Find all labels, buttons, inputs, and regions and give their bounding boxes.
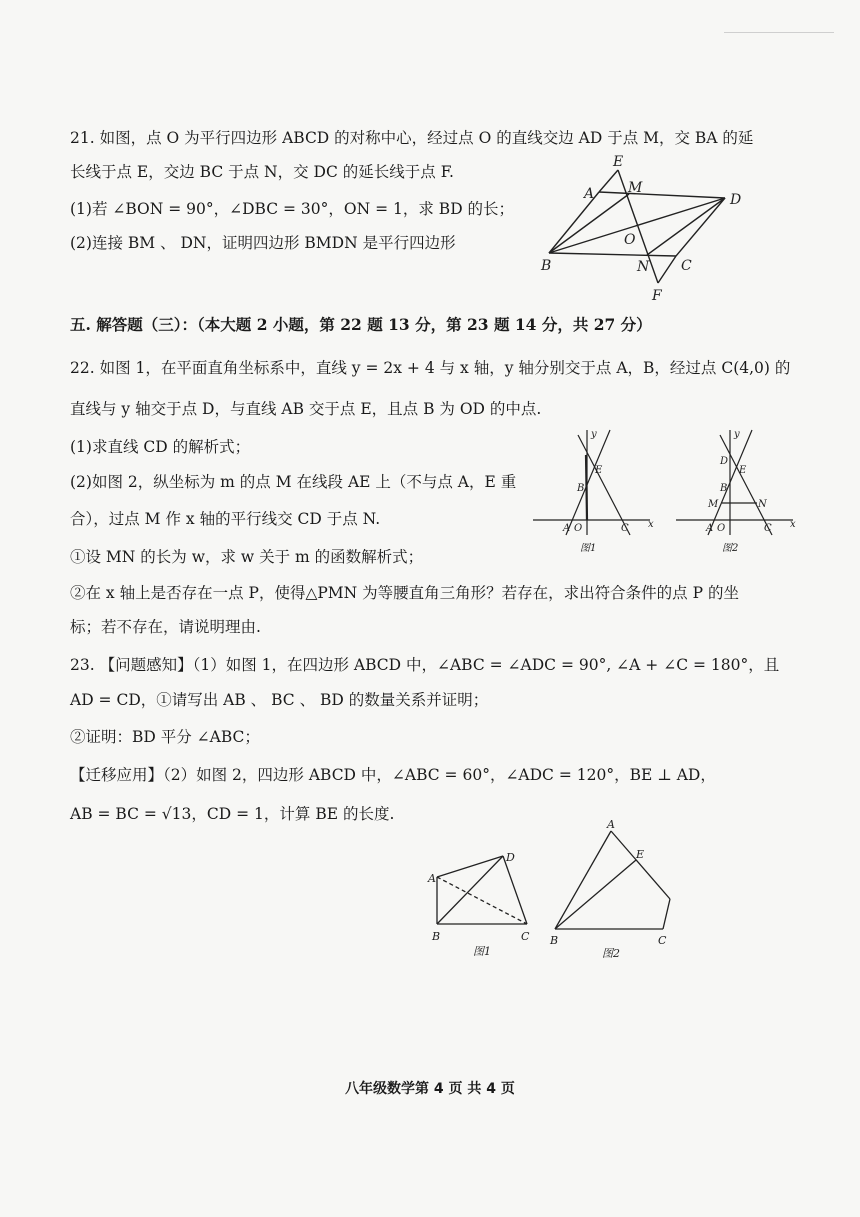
q21-part1: (1)若 ∠BON = 90°，∠DBC = 30°，ON = 1，求 BD 的长；: [70, 200, 515, 218]
scan-edge-mark: [724, 32, 834, 33]
q22f1-y: y: [591, 429, 597, 440]
q21-label-B: B: [541, 258, 552, 274]
q23-figure2: [545, 815, 690, 962]
q23f1-C: C: [521, 930, 530, 943]
q22-figure1: [528, 425, 658, 555]
q23f1-D: D: [506, 851, 515, 864]
q21-label-O: O: [624, 232, 636, 248]
q21-label-F: F: [652, 288, 662, 304]
q23f1-caption: 图1: [473, 945, 491, 958]
q22-line1: 22. 如图 1，在平面直角坐标系中，直线 y = 2x + 4 与 x 轴，y 轴分别交于点 A，B，经过点 C(4,0) 的: [70, 359, 791, 377]
q22f1-A: A: [563, 523, 571, 534]
q23-line1: 23. 【问题感知】（1）如图 1，在四边形 ABCD 中，∠ABC = ∠ADC = 90°, ∠A + ∠C = 180°，且: [70, 656, 780, 674]
q21-label-N: N: [637, 259, 650, 275]
q23f2-B: B: [550, 934, 559, 947]
q23-line3: ②证明：BD 平分 ∠ABC；: [70, 728, 260, 746]
page-footer: 八年级数学第 4 页 共 4 页: [345, 1081, 515, 1097]
q23f2-E: E: [636, 848, 645, 861]
section5-title: 五. 解答题（三）：（本大题 2 小题，第 22 题 13 分，第 23 题 14 分，共 27 分）: [70, 315, 652, 334]
q22f2-N: N: [758, 499, 767, 510]
q22f1-O: O: [574, 523, 583, 534]
q23f2-C: C: [658, 934, 667, 947]
q22f2-M: M: [708, 499, 719, 510]
q22-sub2b: 标；若不存在，请说明理由.: [70, 618, 261, 636]
q22f1-E: E: [595, 465, 603, 476]
q23-figure1: [425, 845, 545, 960]
q21-label-D: D: [730, 192, 742, 208]
q23-line4: 【迁移应用】（2）如图 2，四边形 ABCD 中，∠ABC = 60°，∠ADC = 120°，BE ⊥ AD，: [70, 766, 716, 784]
q21-label-E: E: [613, 154, 624, 170]
q22-part2a: (2)如图 2，纵坐标为 m 的点 M 在线段 AE 上（不与点 A，E 重: [70, 473, 517, 491]
q22-sub1: ①设 MN 的长为 w，求 w 关于 m 的函数解析式；: [70, 548, 424, 566]
q21-line2: 长线于点 E，交边 BC 于点 N，交 DC 的延长线于点 F.: [70, 163, 454, 181]
q23-line2: AD = CD，①请写出 AB 、 BC 、 BD 的数量关系并证明；: [70, 691, 489, 709]
q22-part1: (1)求直线 CD 的解析式；: [70, 438, 251, 456]
q22f2-x: x: [790, 519, 796, 530]
q22f2-B: B: [720, 483, 728, 494]
q22-figure2: [672, 425, 802, 555]
q22f2-A: A: [706, 523, 714, 534]
q22f1-x: x: [648, 519, 654, 530]
q22f2-caption: 图2: [722, 543, 739, 554]
q22f2-C: C: [764, 523, 772, 534]
q21-label-A: A: [584, 186, 595, 202]
q23f2-A: A: [607, 818, 615, 831]
q22f2-O: O: [717, 523, 726, 534]
q22f2-D: D: [720, 456, 729, 467]
q23-line5: AB = BC = √13，CD = 1，计算 BE 的长度.: [70, 805, 395, 823]
q22f2-E: E: [739, 465, 747, 476]
q22f1-caption: 图1: [580, 543, 597, 554]
q23f1-A: A: [428, 872, 436, 885]
q22-part2b: 合），过点 M 作 x 轴的平行线交 CD 于点 N.: [70, 510, 381, 528]
q21-part2: (2)连接 BM 、 DN，证明四边形 BMDN 是平行四边形: [70, 234, 456, 252]
q23f2-caption: 图2: [602, 947, 620, 960]
q21-figure: [530, 150, 750, 310]
q21-line1: 21. 如图，点 O 为平行四边形 ABCD 的对称中心，经过点 O 的直线交边 AD 于点 M，交 BA 的延: [70, 129, 754, 147]
q21-label-M: M: [628, 180, 643, 196]
q22-line2: 直线与 y 轴交于点 D，与直线 AB 交于点 E，且点 B 为 OD 的中点.: [70, 400, 542, 418]
q21-label-C: C: [681, 258, 692, 274]
q22f1-B: B: [577, 483, 585, 494]
q22f2-y: y: [734, 429, 740, 440]
q22f1-C: C: [621, 523, 629, 534]
q23f1-B: B: [432, 930, 441, 943]
q22-sub2a: ②在 x 轴上是否存在一点 P，使得△PMN 为等腰直角三角形？若存在，求出符合条件的点 P 的坐: [70, 584, 739, 602]
